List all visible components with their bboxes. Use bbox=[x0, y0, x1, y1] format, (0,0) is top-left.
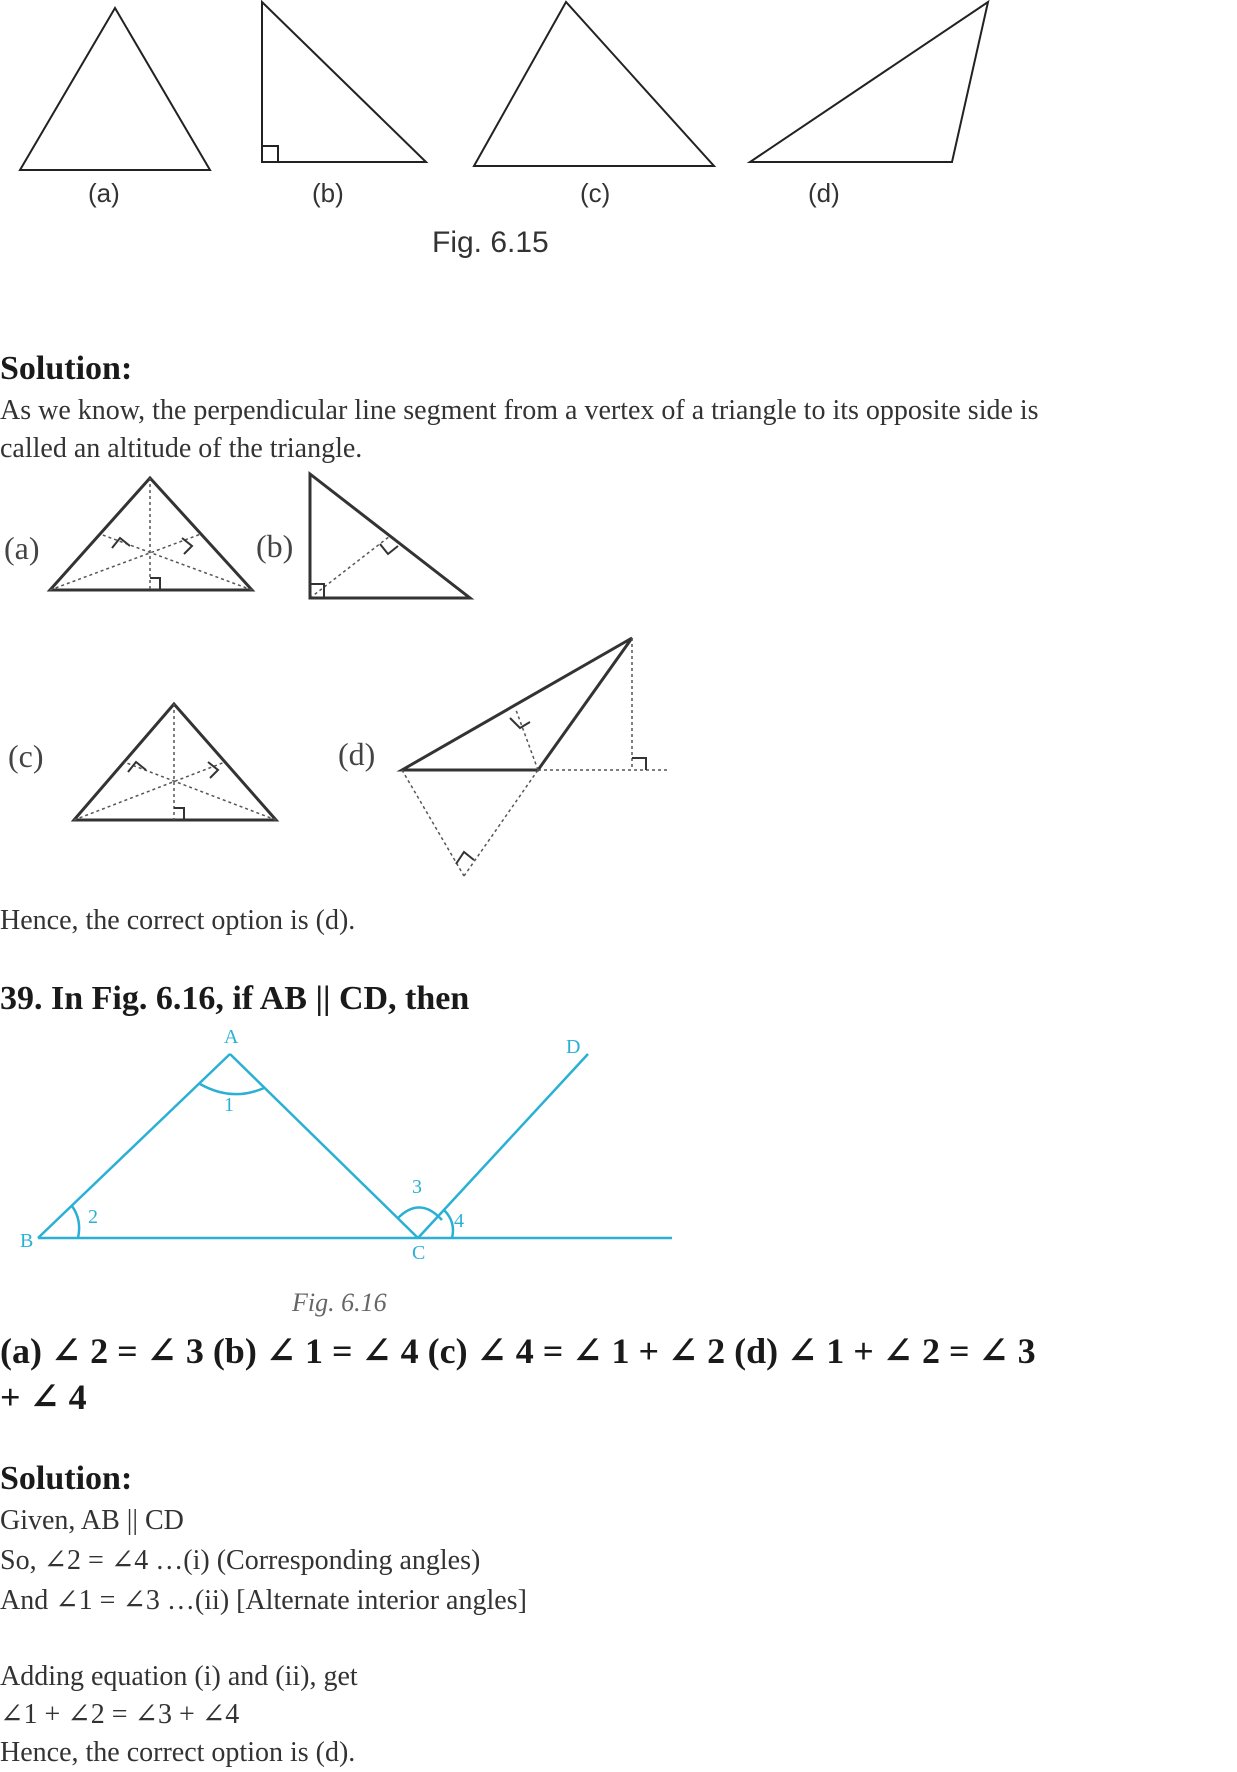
point-label-a: A bbox=[224, 1026, 239, 1048]
solution-heading: Solution: bbox=[0, 350, 133, 387]
angle-label-4: 4 bbox=[454, 1210, 464, 1232]
line-cd bbox=[418, 1054, 588, 1238]
line-ac bbox=[230, 1054, 418, 1238]
fig-6-15-label-c: (c) bbox=[580, 178, 611, 208]
fig-6-15-label-a: (a) bbox=[88, 178, 120, 208]
solution-2-heading: Solution: bbox=[0, 1460, 133, 1497]
solution-text-line-2: called an altitude of the triangle. bbox=[0, 433, 363, 464]
fig-6-15-triangles bbox=[0, 0, 1237, 200]
solution-2-line-6: ∠1 + ∠2 = ∠3 + ∠4 bbox=[0, 1699, 240, 1730]
solution-2-line-2: So, ∠2 = ∠4 …(i) (Corresponding angles) bbox=[0, 1545, 481, 1576]
point-label-b: B bbox=[20, 1230, 34, 1252]
solution-conclusion: Hence, the correct option is (d). bbox=[0, 905, 356, 936]
altitude-label-b: (b) bbox=[256, 528, 294, 564]
altitude-label-a: (a) bbox=[4, 530, 40, 566]
altitude-figures bbox=[0, 460, 1237, 880]
arc-angle-2 bbox=[72, 1206, 79, 1238]
altitude-triangle-c bbox=[74, 704, 276, 820]
arc-angle-1 bbox=[200, 1084, 264, 1094]
altitude-triangle-d bbox=[402, 638, 632, 770]
fig-6-15-caption: Fig. 6.15 bbox=[432, 226, 549, 259]
solution-2-line-5: Adding equation (i) and (ii), get bbox=[0, 1661, 358, 1692]
point-label-c: C bbox=[412, 1242, 426, 1264]
altitude-triangle-a bbox=[50, 478, 252, 590]
altitude-label-d: (d) bbox=[338, 736, 376, 772]
angle-label-2: 2 bbox=[88, 1206, 98, 1228]
angle-label-3: 3 bbox=[412, 1176, 422, 1198]
triangle-d bbox=[750, 2, 988, 162]
fig-6-15-label-d: (d) bbox=[808, 178, 840, 208]
triangle-b bbox=[262, 2, 426, 162]
question-39-title: 39. In Fig. 6.16, if AB || CD, then bbox=[0, 980, 470, 1017]
solution-2-line-1: Given, AB || CD bbox=[0, 1505, 184, 1536]
right-angle-mark-b bbox=[262, 146, 278, 162]
triangle-c bbox=[474, 2, 714, 166]
fig-6-15-label-b: (b) bbox=[312, 178, 344, 208]
solution-text-line-1: As we know, the perpendicular line segment from a vertex of a triangle to its opposite side is bbox=[0, 395, 1039, 426]
triangle-a bbox=[20, 8, 210, 170]
question-39-options-line-2: + ∠ 4 bbox=[0, 1377, 87, 1417]
arc-angle-4 bbox=[444, 1210, 453, 1238]
solution-2-line-3: And ∠1 = ∠3 …(ii) [Alternate interior angles] bbox=[0, 1585, 527, 1616]
line-ab bbox=[38, 1054, 230, 1238]
point-label-d: D bbox=[566, 1036, 581, 1058]
altitude-label-c: (c) bbox=[8, 738, 44, 774]
fig-6-16-caption: Fig. 6.16 bbox=[292, 1288, 387, 1317]
fig-6-16-diagram bbox=[0, 1030, 1237, 1270]
solution-2-line-7: Hence, the correct option is (d). bbox=[0, 1737, 356, 1768]
question-39-options-line-1: (a) ∠ 2 = ∠ 3 (b) ∠ 1 = ∠ 4 (c) ∠ 4 = ∠ 1 + ∠ 2 (d) ∠ 1 + ∠ 2 = ∠ 3 bbox=[0, 1331, 1036, 1371]
angle-label-1: 1 bbox=[224, 1094, 234, 1116]
